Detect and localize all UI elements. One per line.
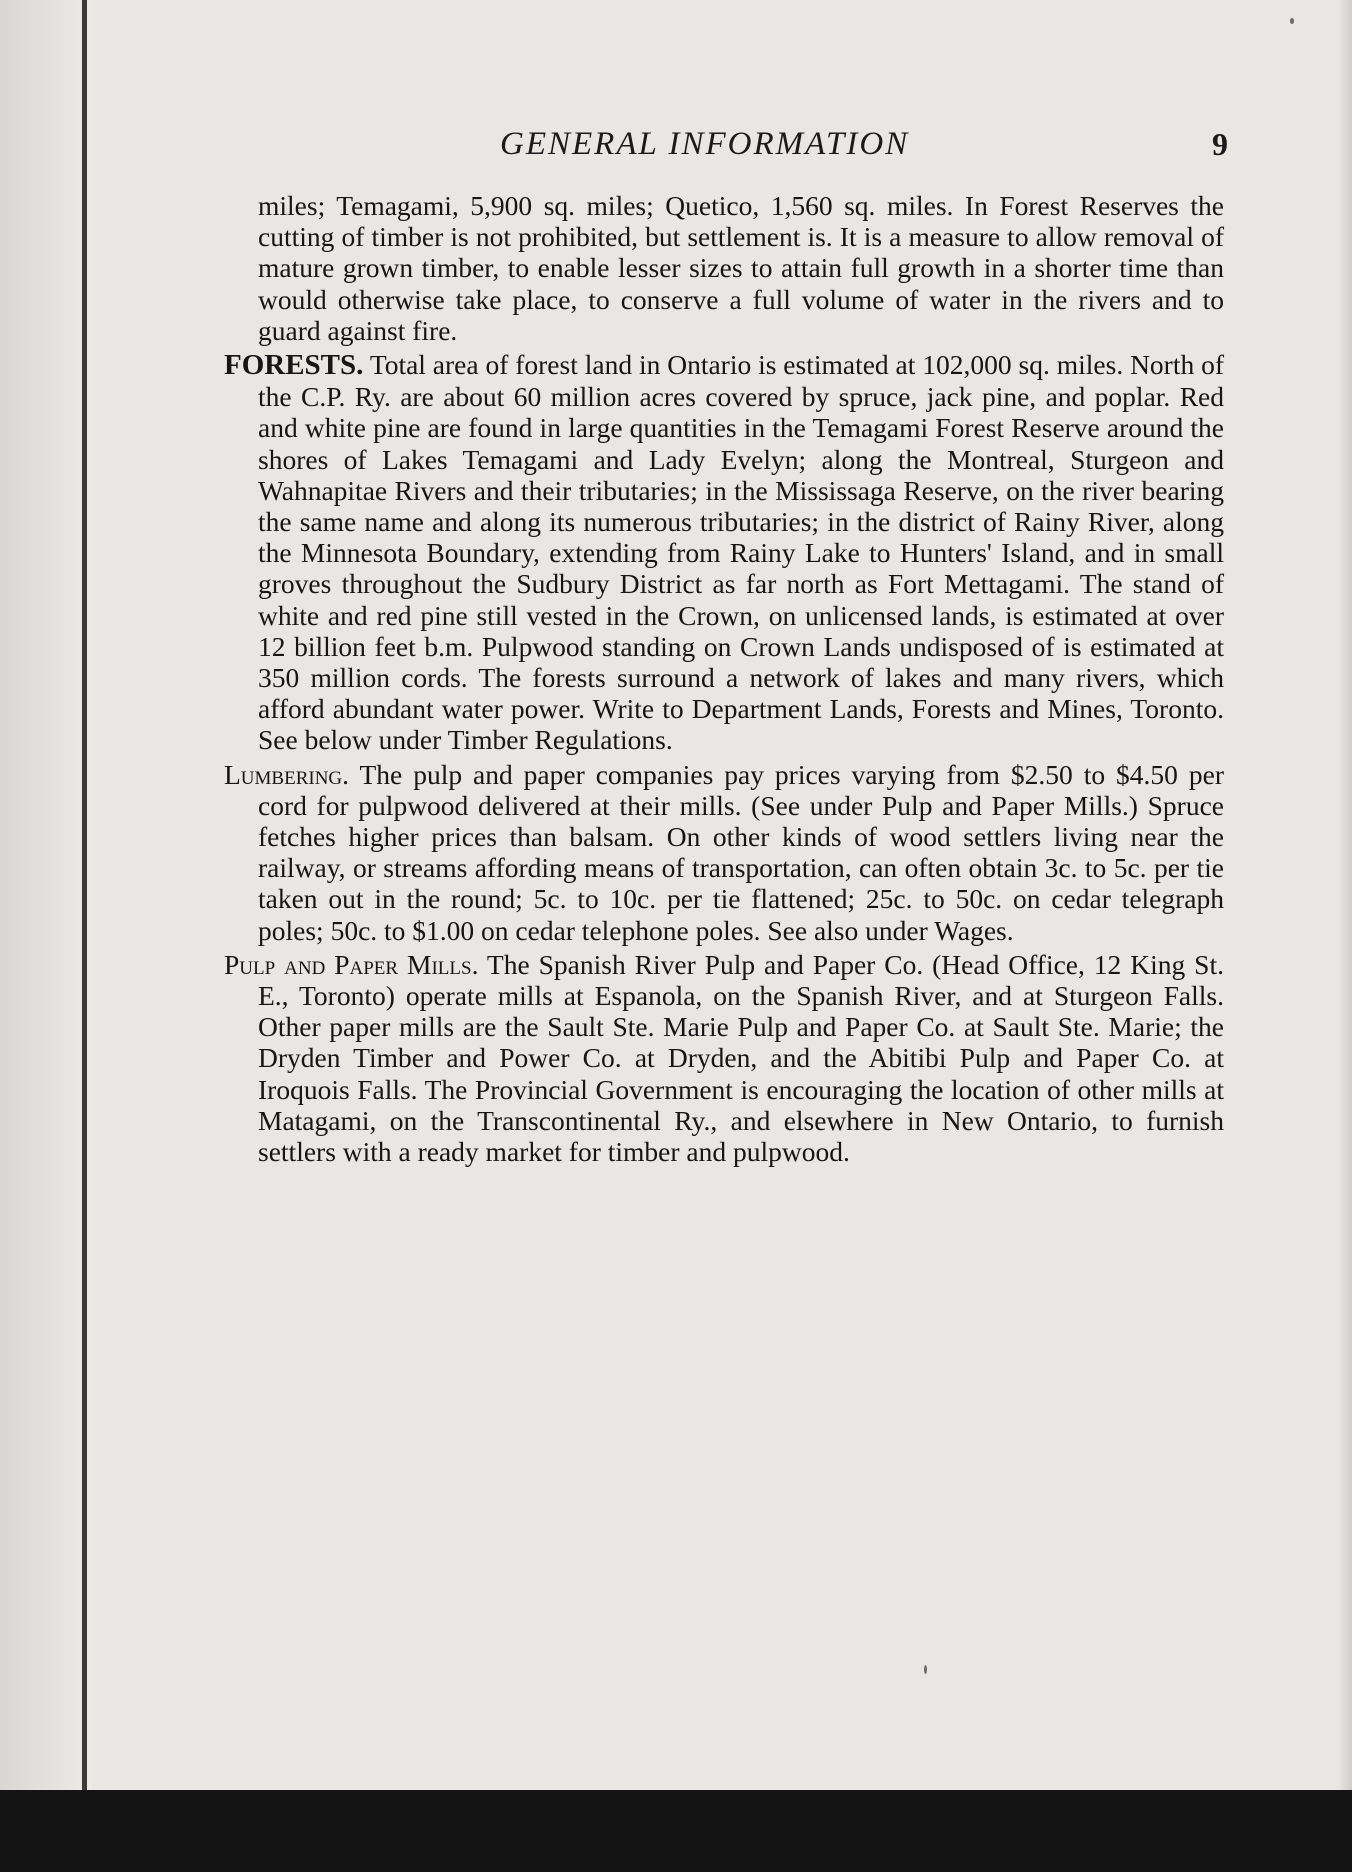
page-gutter bbox=[0, 0, 92, 1790]
entry-text-forests: Total area of forest land in Ontario is estimated at 102,000 sq. miles. North of the C.P. Ry. are about 60 million acres covered by spruce, jack pine, and poplar. Red and white pine are found in large quantities in the Temagami Forest Reserve around the shores of Lakes Temagami and Lady Evelyn; along the Montreal, Sturgeon and Wahnapitae Rivers and their tributaries; in the Mississaga Reserve, on the river bearing the same name and along its numerous tributaries; in the district of Rainy River, along the Minnesota Boundary, extending from Rainy Lake to Hunters' Island, and in small groves throughout the Sudbury District as far north as Fort Mettagami. The stand of white and red pine still vested in the Crown, on unlicensed lands, is estimated at over 12 billion feet b.m. Pulpwood standing on Crown Lands undisposed of is estimated at 350 million cords. The forests surround a network of lakes and many rivers, which afford abundant water power. Write to Department Lands, Forests and Mines, Toronto. See below under Timber Regulations. bbox=[258, 349, 1225, 756]
entry-forests bbox=[224, 349, 1224, 756]
entry-text-lumbering: The pulp and paper companies pay prices varying from $2.50 to $4.50 per cord for pulpwood delivered at their mills. (See under Pulp and Paper Mills.) Spruce fetches higher prices than balsam. On other kinds of wood settlers living near the railway, or streams affording means of transportation, can often obtain 3c. to 5c. per tie taken out in the round; 5c. to 10c. per tie flattened; 25c. to 50c. on cedar telegraph poles; 50c. to $1.00 on cedar telephone poles. See also under Wages. bbox=[258, 758, 1224, 946]
running-head bbox=[260, 126, 1228, 170]
scanner-bottom-band bbox=[0, 1790, 1352, 1872]
intro-paragraph: miles; Temagami, 5,900 sq. miles; Quetico, 1,560 sq. miles. In Forest Reserves the cutting of timber is not prohibited, but settlement is. It is a measure to allow removal of mature grown timber, to enable lesser sizes to attain full growth in a shorter time than would otherwise take place, to conserve a full volume of water in the rivers and to guard against fire. bbox=[258, 190, 1224, 346]
dust-speck bbox=[1290, 18, 1294, 24]
entry-heading-forests: FORESTS. bbox=[224, 349, 364, 382]
dust-speck bbox=[924, 1665, 927, 1674]
running-title: GENERAL INFORMATION bbox=[500, 126, 910, 162]
page-number: 9 bbox=[1212, 126, 1228, 162]
entry-heading-lumbering: Lumbering. bbox=[224, 758, 350, 790]
binding-fold-line bbox=[82, 0, 87, 1790]
page-right-edge bbox=[1338, 0, 1352, 1790]
entry-pulp-paper-mills bbox=[224, 949, 1224, 1167]
body-text bbox=[224, 190, 1225, 1168]
entry-heading-pulp-paper-mills: Pulp and Paper Mills. bbox=[224, 948, 479, 980]
entry-lumbering bbox=[224, 759, 1224, 946]
entry-text-pulp-paper-mills: The Spanish River Pulp and Paper Co. (Head Office, 12 King St. E., Toronto) operate mills at Espanola, on the Spanish River, and at Sturgeon Falls. Other paper mills are the Sault Ste. Marie Pulp and Paper Co. at Sault Ste. Marie; the Dryden Timber and Power Co. at Dryden, and the Abitibi Pulp and Paper Co. at Iroquois Falls. The Provincial Government is encouraging the location of other mills at Matagami, on the Transcontinental Ry., and elsewhere in New Ontario, to furnish settlers with a ready market for timber and pulpwood. bbox=[258, 948, 1224, 1168]
